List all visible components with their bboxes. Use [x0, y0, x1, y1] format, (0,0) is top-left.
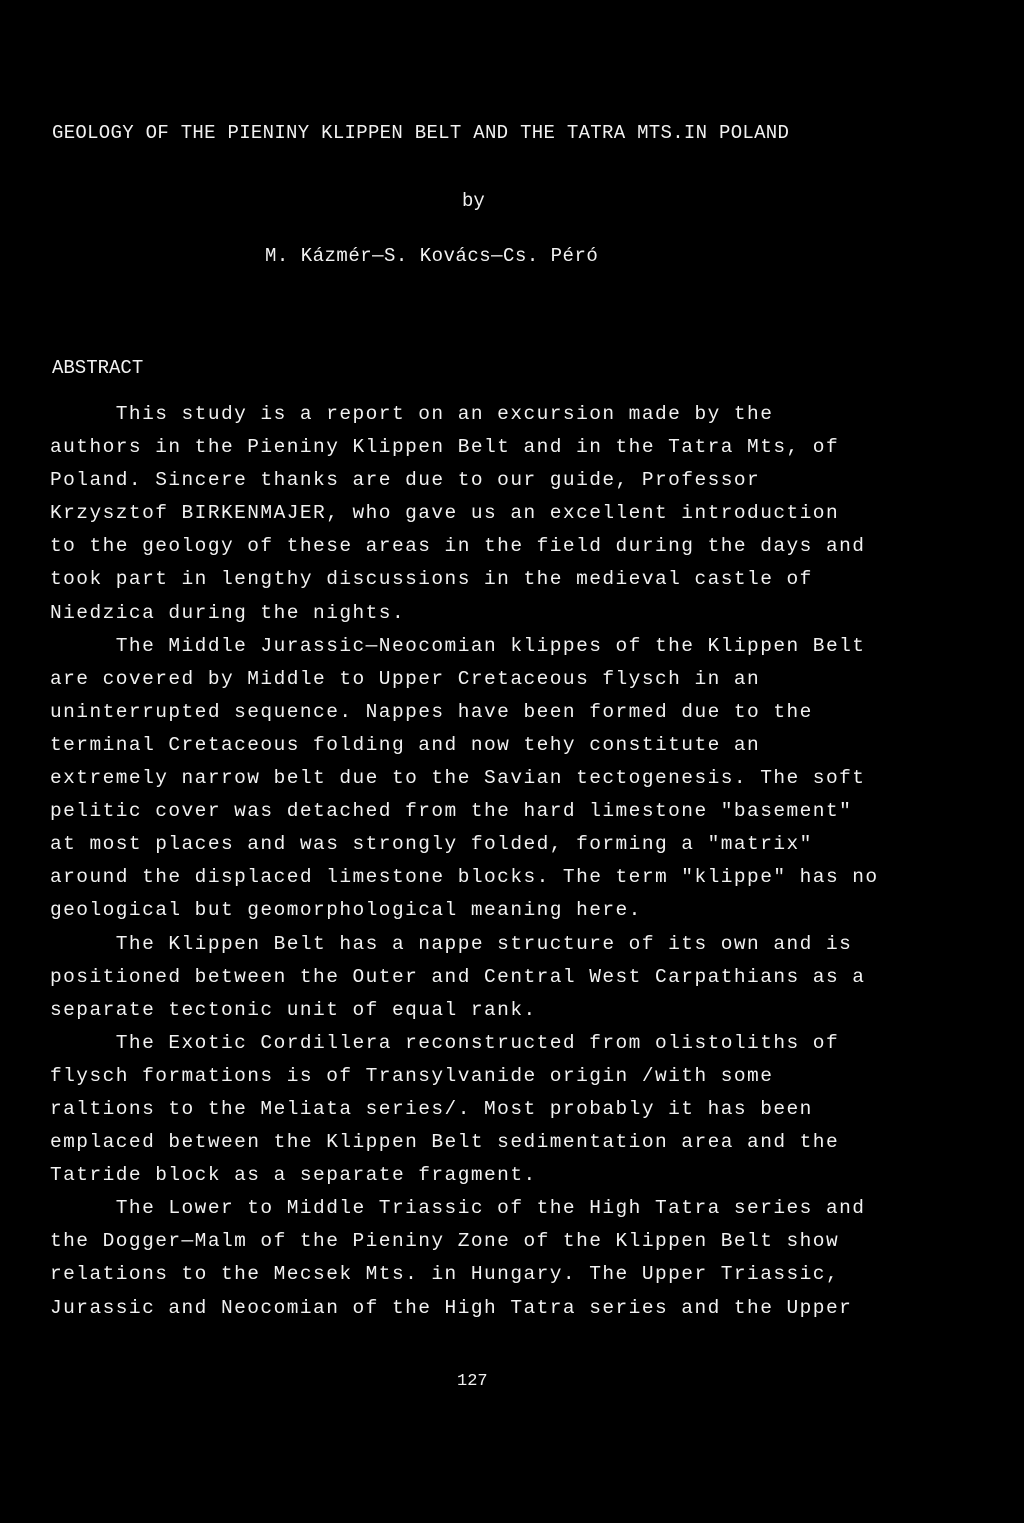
authors-line: M. Kázmér—S. Kovács—Cs. Péró: [265, 245, 599, 267]
document-title: GEOLOGY OF THE PIENINY KLIPPEN BELT AND THE TATRA MTS.IN POLAND: [52, 122, 790, 144]
text-line: are covered by Middle to Upper Cretaceous flysch in an: [50, 667, 761, 690]
text-line: emplaced between the Klippen Belt sedimentation area and the: [50, 1131, 840, 1154]
text-line: raltions to the Meliata series/. Most probably it has been: [50, 1097, 813, 1120]
text-line: flysch formations is of Transylvanide origin /with some: [50, 1064, 774, 1087]
text-line: geological but geomorphological meaning here.: [50, 899, 642, 922]
text-line: The Middle Jurassic—Neocomian klippes of the Klippen Belt: [50, 634, 866, 657]
text-line: uninterrupted sequence. Nappes have been formed due to the: [50, 700, 813, 723]
text-line: positioned between the Outer and Central West Carpathians as a: [50, 965, 866, 988]
text-line: extremely narrow belt due to the Savian tectogenesis. The soft: [50, 767, 866, 790]
text-line: around the displaced limestone blocks. The term "klippe" has no: [50, 866, 879, 889]
text-line: terminal Cretaceous folding and now tehy constitute an: [50, 733, 761, 756]
text-line: Jurassic and Neocomian of the High Tatra series and the Upper: [50, 1296, 853, 1319]
text-line: The Lower to Middle Triassic of the High Tatra series and: [50, 1197, 866, 1220]
byline: by: [462, 190, 485, 212]
text-line: separate tectonic unit of equal rank.: [50, 998, 537, 1021]
text-line: authors in the Pieniny Klippen Belt and in the Tatra Mts, of: [50, 436, 840, 459]
text-line: Niedzica during the nights.: [50, 601, 406, 624]
text-line: relations to the Mecsek Mts. in Hungary. The Upper Triassic,: [50, 1263, 840, 1286]
text-line: took part in lengthy discussions in the medieval castle of: [50, 568, 813, 591]
text-line: Krzysztof BIRKENMAJER, who gave us an excellent introduction: [50, 502, 840, 525]
abstract-heading: ABSTRACT: [52, 357, 144, 379]
text-line: pelitic cover was detached from the hard limestone "basement": [50, 800, 853, 823]
text-line: the Dogger—Malm of the Pieniny Zone of the Klippen Belt show: [50, 1230, 840, 1253]
text-line: This study is a report on an excursion made by the: [50, 403, 774, 425]
text-line: The Klippen Belt has a nappe structure of its own and is: [50, 932, 853, 955]
text-line: to the geology of these areas in the field during the days and: [50, 535, 866, 558]
abstract-body: [50, 398, 950, 1325]
page-number: 127: [457, 1372, 488, 1391]
text-line: The Exotic Cordillera reconstructed from olistoliths of: [50, 1031, 840, 1054]
text-line: Tatride block as a separate fragment.: [50, 1164, 537, 1187]
text-line: Poland. Sincere thanks are due to our guide, Professor: [50, 469, 761, 492]
text-line: at most places and was strongly folded, forming a "matrix": [50, 833, 813, 856]
